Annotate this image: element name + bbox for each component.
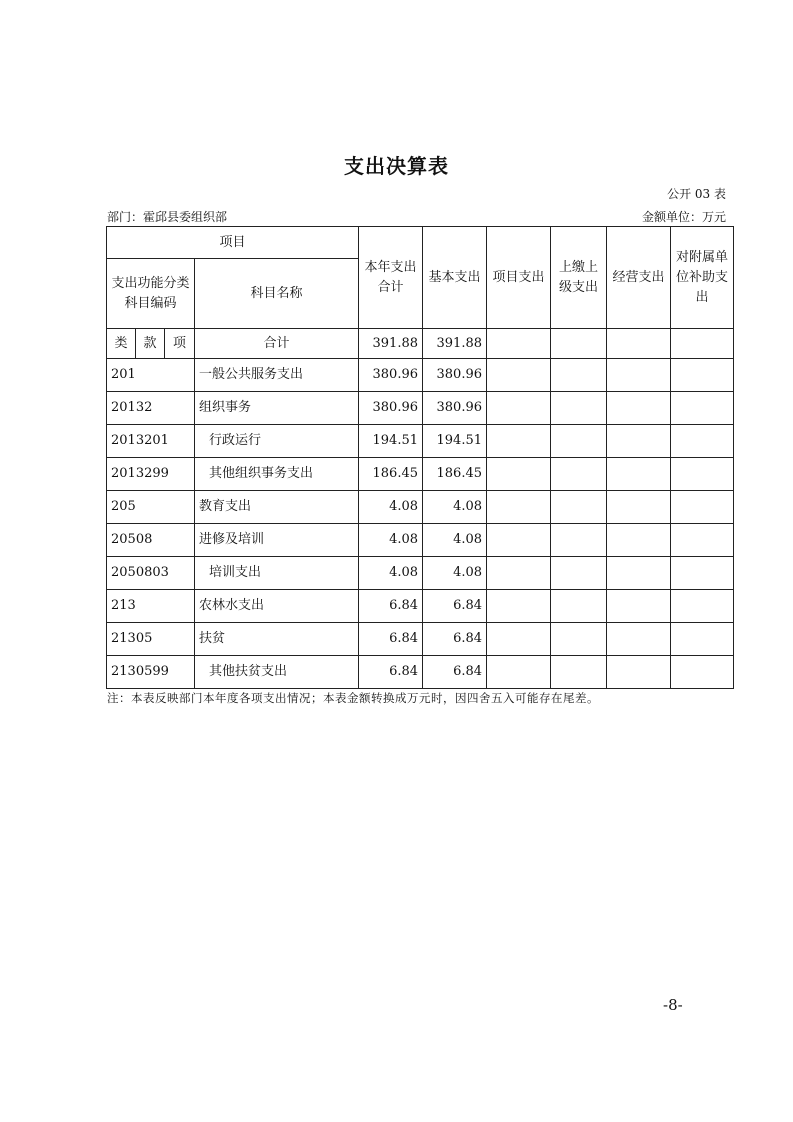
row-name: 行政运行	[195, 425, 359, 458]
row-basic: 6.84	[423, 656, 487, 689]
row-name: 教育支出	[195, 491, 359, 524]
row-name: 培训支出	[195, 557, 359, 590]
header-annual-total: 本年支出合计	[359, 227, 423, 329]
total-upper-remit	[551, 329, 607, 359]
row-annual-total: 4.08	[359, 557, 423, 590]
row-annual-total: 4.08	[359, 524, 423, 557]
row-code: 205	[107, 491, 195, 524]
row-code: 2013299	[107, 458, 195, 491]
form-number: 公开 03 表	[667, 187, 726, 201]
row-basic: 186.45	[423, 458, 487, 491]
header-project-expenditure: 项目支出	[487, 227, 551, 329]
row-annual-total: 6.84	[359, 590, 423, 623]
total-project-expenditure	[487, 329, 551, 359]
row-name: 组织事务	[195, 392, 359, 425]
header-subject-name: 科目名称	[195, 259, 359, 329]
row-basic: 380.96	[423, 359, 487, 392]
table-row	[107, 392, 734, 425]
row-name: 其他扶贫支出	[195, 656, 359, 689]
row-basic: 194.51	[423, 425, 487, 458]
total-annual-total: 391.88	[359, 329, 423, 359]
row-code: 201	[107, 359, 195, 392]
total-basic: 391.88	[423, 329, 487, 359]
total-business	[607, 329, 671, 359]
total-label: 合计	[195, 329, 359, 359]
header-upper-remit: 上缴上级支出	[551, 227, 607, 329]
row-basic: 4.08	[423, 524, 487, 557]
amount-unit-label: 金额单位：万元	[641, 210, 726, 224]
row-code: 2013201	[107, 425, 195, 458]
page-title: 支出决算表	[344, 154, 449, 178]
row-code: 2130599	[107, 656, 195, 689]
row-basic: 380.96	[423, 392, 487, 425]
table-row	[107, 623, 734, 656]
table-row	[107, 425, 734, 458]
row-basic: 4.08	[423, 557, 487, 590]
table-row	[107, 524, 734, 557]
row-basic: 4.08	[423, 491, 487, 524]
expenditure-table	[106, 226, 734, 689]
total-subsidy	[671, 329, 734, 359]
header-subsidy: 对附属单位补助支出	[671, 227, 734, 329]
header-func-code: 支出功能分类科目编码	[107, 259, 195, 329]
table-row	[107, 590, 734, 623]
header-category: 类	[107, 329, 136, 359]
row-annual-total: 6.84	[359, 623, 423, 656]
row-name: 其他组织事务支出	[195, 458, 359, 491]
header-section: 款	[136, 329, 165, 359]
table-row	[107, 557, 734, 590]
table-row	[107, 359, 734, 392]
table-row	[107, 491, 734, 524]
row-code: 20508	[107, 524, 195, 557]
row-name: 扶贫	[195, 623, 359, 656]
row-code: 21305	[107, 623, 195, 656]
header-project: 项目	[107, 227, 359, 259]
row-name: 进修及培训	[195, 524, 359, 557]
table-row	[107, 458, 734, 491]
department-label: 部门：霍邱县委组织部	[107, 210, 228, 224]
row-annual-total: 380.96	[359, 359, 423, 392]
row-basic: 6.84	[423, 623, 487, 656]
row-annual-total: 6.84	[359, 656, 423, 689]
row-annual-total: 380.96	[359, 392, 423, 425]
header-basic: 基本支出	[423, 227, 487, 329]
header-business: 经营支出	[607, 227, 671, 329]
page-number: -8-	[663, 996, 683, 1014]
row-annual-total: 186.45	[359, 458, 423, 491]
header-item: 项	[165, 329, 195, 359]
table-row	[107, 656, 734, 689]
row-annual-total: 194.51	[359, 425, 423, 458]
row-code: 2050803	[107, 557, 195, 590]
row-basic: 6.84	[423, 590, 487, 623]
row-annual-total: 4.08	[359, 491, 423, 524]
table-note: 注：本表反映部门本年度各项支出情况；本表金额转换成万元时，因四舍五入可能存在尾差。	[107, 691, 599, 705]
row-name: 一般公共服务支出	[195, 359, 359, 392]
row-code: 213	[107, 590, 195, 623]
row-code: 20132	[107, 392, 195, 425]
row-name: 农林水支出	[195, 590, 359, 623]
